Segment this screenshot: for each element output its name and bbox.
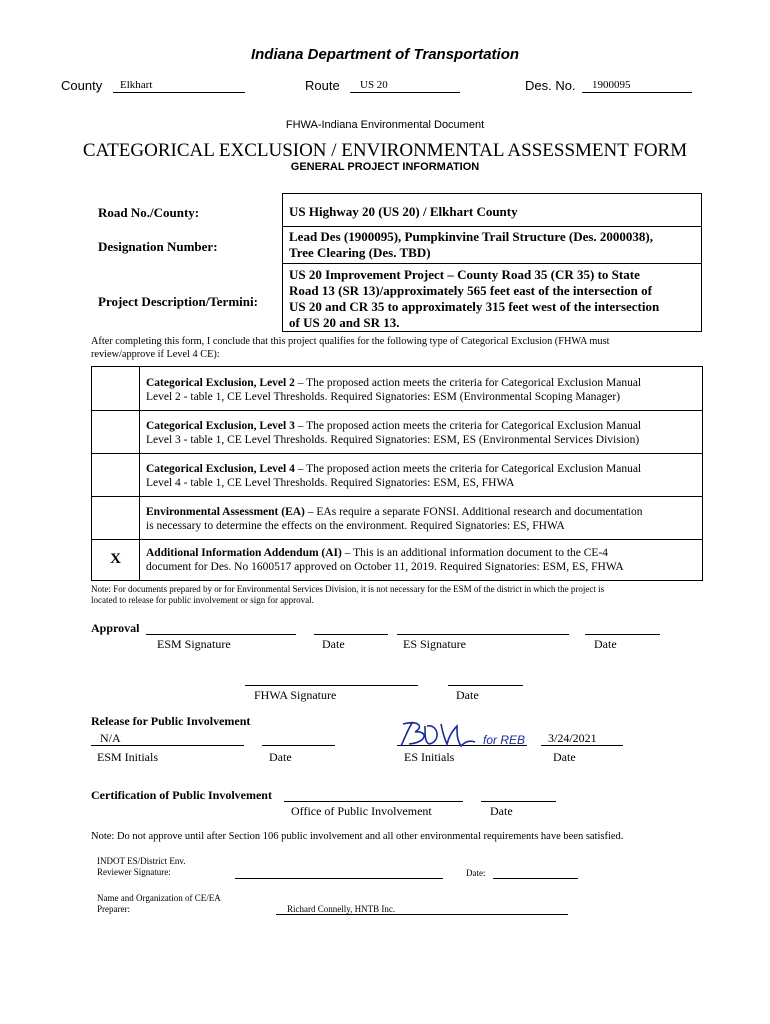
description-value-line: of US 20 and SR 13. [289,315,400,330]
reviewer-label-line: INDOT ES/District Env. [97,856,186,866]
reviewer-label-line: Reviewer Signature: [97,867,171,877]
designation-value [289,229,695,261]
certification-label: Certification of Public Involvement [91,788,272,802]
ce-option-title: Additional Information Addendum (AI) [146,547,342,559]
route-line [350,92,460,93]
des-label: Des. No. [525,78,576,93]
ce-option-text [146,505,698,533]
approval-date-line-2[interactable] [585,634,660,635]
ce-option-title: Categorical Exclusion, Level 4 [146,463,295,475]
release-date-value: 3/24/2021 [548,731,597,745]
ce-option-level-4[interactable] [92,453,702,497]
preparer-label-line: Preparer: [97,904,130,914]
ce-option-title: Environmental Assessment (EA) [146,506,305,518]
ce-option-checkbox[interactable]: X [92,539,140,580]
road-value: US Highway 20 (US 20) / Elkhart County [289,204,518,219]
ce-option-line: Level 2 - table 1, CE Level Thresholds. Required Signatories: ESM (Environmental Scoping Manager) [146,391,621,403]
designation-label: Designation Number: [98,239,218,254]
ce-option-level-3[interactable] [92,410,702,454]
doc-type: FHWA-Indiana Environmental Document [285,119,485,131]
es-signature-line[interactable] [397,634,569,635]
note-esm [91,584,711,606]
des-line [582,92,692,93]
reviewer-date-label: Date: [466,868,486,878]
road-label: Road No./County: [98,205,200,220]
ce-option-text [146,462,698,490]
release-date-label-2: Date [553,750,576,764]
approval-date-label-1: Date [322,637,345,651]
note-line: located to release for public involvement or sign for approval. [91,595,314,605]
reviewer-label [97,856,186,878]
fhwa-signature-line[interactable] [245,685,418,686]
approval-date-line-1[interactable] [314,634,388,635]
ce-option-line: document for Des. No 1600517 approved on October 11, 2019. Required Signatories: ESM, ES, FHWA [146,561,624,573]
esm-signature-line[interactable] [146,634,296,635]
route-label: Route [305,78,340,93]
ce-option-line: – The proposed action meets the criteria for Categorical Exclusion Manual [294,377,642,389]
county-label: County [61,78,103,93]
fhwa-date-line[interactable] [448,685,523,686]
conclusion-text [91,335,711,361]
ce-option-ea[interactable] [92,496,702,540]
agency-title: Indiana Department of Transportation [250,46,520,63]
reviewer-signature-line[interactable] [235,878,443,879]
release-date-line-2[interactable] [541,745,623,746]
description-row [283,263,701,331]
approval-label: Approval [91,621,140,635]
esm-initials-value: N/A [100,731,121,745]
ce-option-checkbox[interactable] [92,410,140,453]
ce-options-table [91,366,703,581]
description-label: Project Description/Termini: [98,294,258,309]
description-value-line: Road 13 (SR 13)/approximately 565 feet east of the intersection of [289,283,652,298]
ce-option-line: – The proposed action meets the criteria for Categorical Exclusion Manual [294,420,642,432]
designation-row [283,226,701,264]
preparer-label-line: Name and Organization of CE/EA [97,893,221,903]
description-value-line: US 20 and CR 35 to approximately 315 feet west of the intersection [289,299,660,314]
esm-signature-label: ESM Signature [157,637,231,651]
certification-date-label: Date [490,804,513,818]
release-label: Release for Public Involvement [91,714,251,728]
es-initials-label: ES Initials [404,750,455,764]
road-row [283,194,701,227]
designation-value-line: Lead Des (1900095), Pumpkinvine Trail Structure (Des. 2000038), [289,229,653,244]
release-date-label-1: Date [269,750,292,764]
note-section-106: Note: Do not approve until after Section 106 public involvement and all other environmental requirements have been satisfied. [91,831,624,842]
ce-option-line: – This is an additional information document to the CE-4 [341,547,609,559]
preparer-line[interactable] [276,914,568,915]
section-title: GENERAL PROJECT INFORMATION [290,161,480,173]
description-value-line: US 20 Improvement Project – County Road 35 (CR 35) to State [289,267,640,282]
certification-date-line[interactable] [481,801,556,802]
ce-option-text [146,546,698,574]
preparer-label [97,893,221,915]
county-line [113,92,245,93]
ce-option-checkbox[interactable] [92,496,140,539]
preparer-value: Richard Connelly, HNTB Inc. [287,904,396,914]
es-signature-label: ES Signature [403,637,466,651]
ce-option-level-2[interactable] [92,367,702,411]
release-date-line-1[interactable] [262,745,335,746]
county-value: Elkhart [120,79,153,91]
project-info-table [282,193,702,332]
ce-option-line: – The proposed action meets the criteria for Categorical Exclusion Manual [294,463,642,475]
conclusion-line: After completing this form, I conclude that this project qualifies for the following type of Categorical Exclusion (FHWA must [91,336,610,347]
ce-option-line: – EAs require a separate FONSI. Additional research and documentation [304,506,643,518]
ce-option-title: Categorical Exclusion, Level 3 [146,420,295,432]
ce-option-line: is necessary to determine the effects on the environment. Required Signatories: ES, FHWA [146,520,565,532]
ce-option-line: Level 3 - table 1, CE Level Thresholds. Required Signatories: ESM, ES (Environmental Services Division) [146,434,640,446]
ce-option-text [146,419,698,447]
designation-value-line: Tree Clearing (Des. TBD) [289,245,431,260]
ce-option-text [146,376,698,404]
note-line: Note: For documents prepared by or for Environmental Services Division, it is not necessary for the ESM of the district in which the project is [91,584,605,594]
route-value: US 20 [360,79,388,91]
esm-initials-line[interactable] [91,745,244,746]
office-label: Office of Public Involvement [291,804,432,818]
des-value: 1900095 [592,79,631,91]
fhwa-date-label: Date [456,688,479,702]
ce-option-checkbox[interactable] [92,453,140,496]
fhwa-signature-label: FHWA Signature [254,688,337,702]
ce-option-title: Categorical Exclusion, Level 2 [146,377,295,389]
form-title: CATEGORICAL EXCLUSION / ENVIRONMENTAL ASSESSMENT FORM [82,140,688,161]
conclusion-line: review/approve if Level 4 CE): [91,349,220,360]
ce-option-ai[interactable] [92,539,702,580]
description-value [289,267,695,331]
esm-initials-label: ESM Initials [97,750,159,764]
reviewer-date-line[interactable] [493,878,578,879]
office-line[interactable] [284,801,463,802]
es-signature-suffix: for REB [483,733,526,747]
approval-date-label-2: Date [594,637,617,651]
ce-option-line: Level 4 - table 1, CE Level Thresholds. Required Signatories: ESM, ES, FHWA [146,477,515,489]
ce-option-checkbox[interactable] [92,367,140,410]
